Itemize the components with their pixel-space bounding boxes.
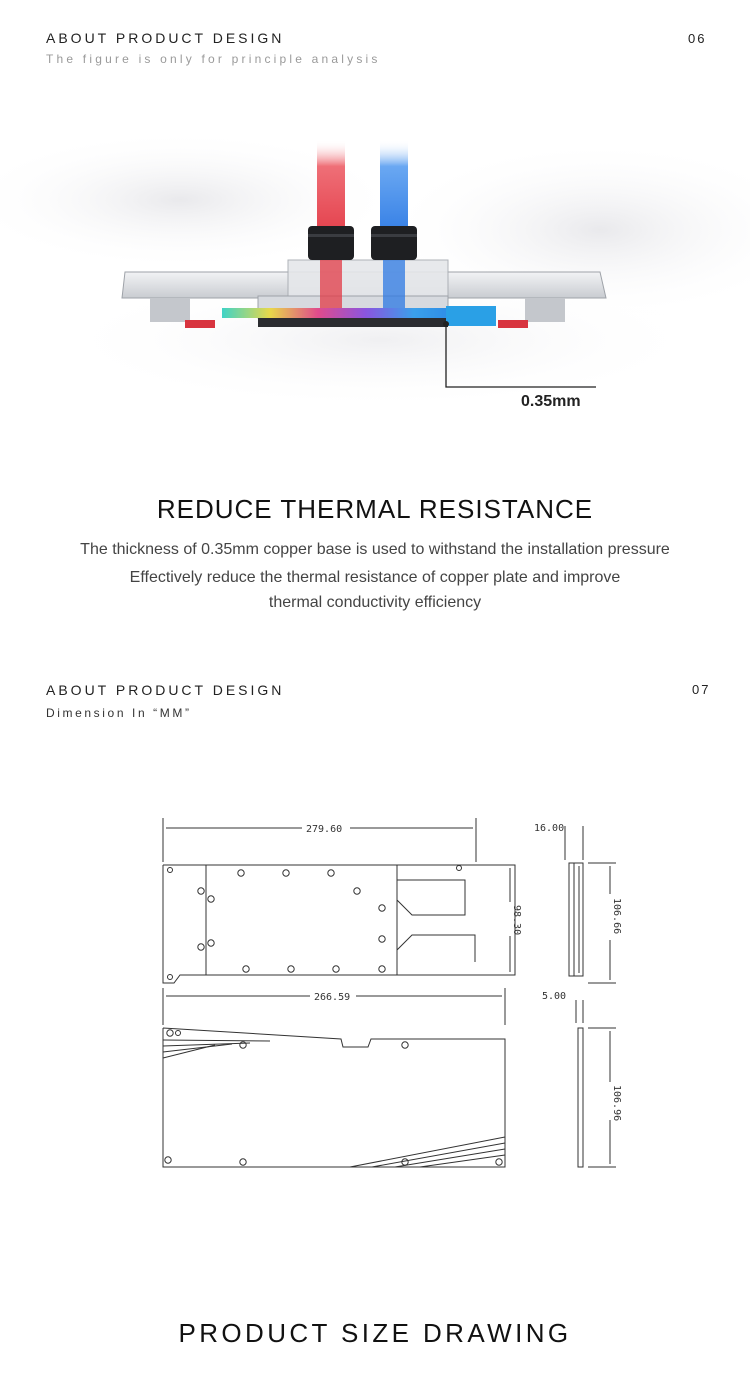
- dim-bottom-width: 266.59: [314, 992, 351, 1003]
- dim-side-top-height: 106.66: [611, 898, 622, 935]
- dim-side-bottom-thickness: 5.00: [542, 991, 567, 1002]
- section-number: 06: [688, 31, 707, 46]
- reduce-thermal-heading: REDUCE THERMAL RESISTANCE: [156, 494, 594, 524]
- dim-side-bottom-height: 106.96: [611, 1085, 622, 1122]
- thickness-callout: 0.35mm: [521, 393, 581, 410]
- section-title-2: ABOUT PRODUCT DESIGN: [46, 682, 285, 698]
- description-line-2: Effectively reduce the thermal resistance of copper plate and improve: [129, 569, 621, 586]
- dim-side-top-thickness: 16.00: [534, 823, 565, 834]
- dim-top-width: 279.60: [306, 824, 343, 835]
- dimension-drawing: [150, 805, 620, 1180]
- section-subtitle-2: Dimension In “MM”: [46, 706, 192, 720]
- product-size-heading: PRODUCT SIZE DRAWING: [178, 1318, 572, 1348]
- section-title: ABOUT PRODUCT DESIGN: [46, 30, 285, 46]
- water-block-illustration: [0, 80, 750, 460]
- section-subtitle: The figure is only for principle analysis: [46, 52, 381, 66]
- section-number-2: 07: [692, 682, 711, 697]
- dim-top-height: 98.30: [511, 905, 522, 936]
- description-line-1: The thickness of 0.35mm copper base is used to withstand the installation pressure: [80, 541, 670, 558]
- description-line-3: thermal conductivity efficiency: [268, 594, 482, 611]
